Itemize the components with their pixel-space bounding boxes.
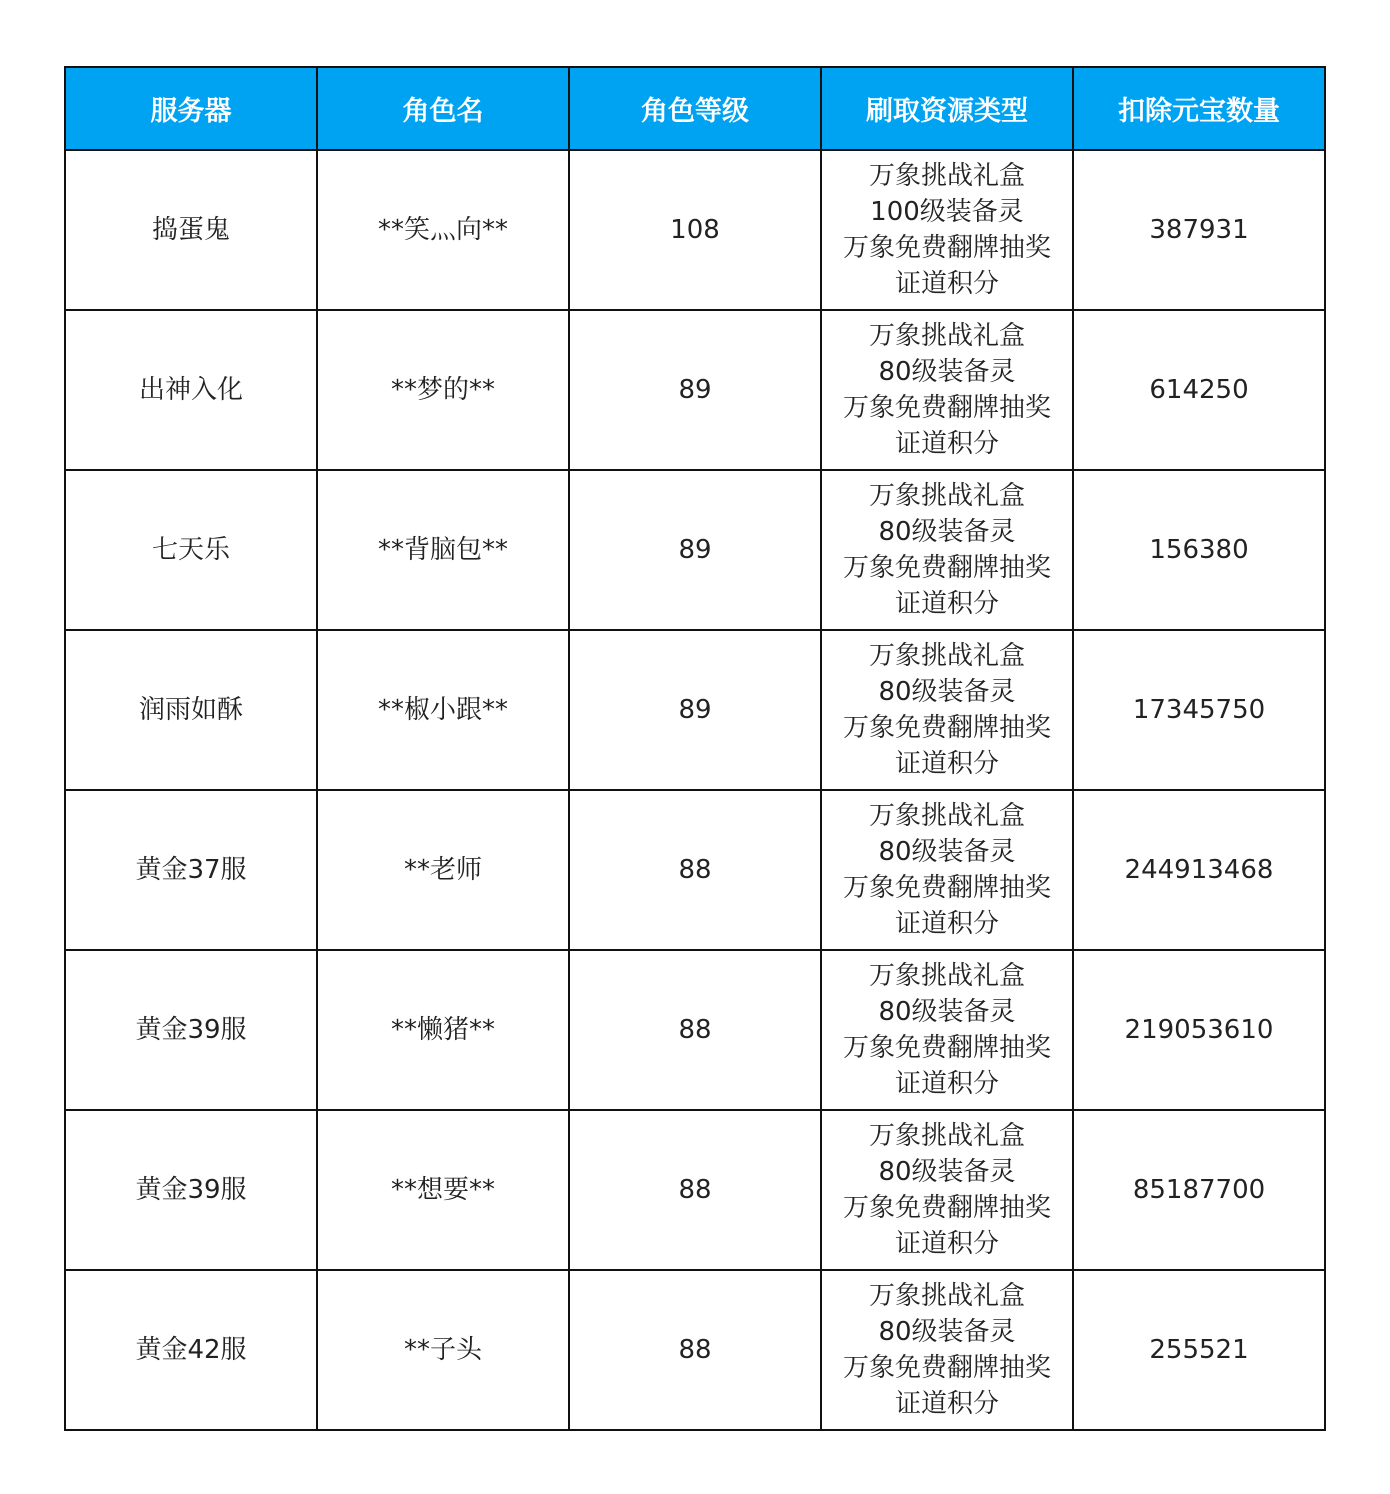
cell-server: 黄金39服: [65, 1110, 317, 1270]
resource-line: 80级装备灵: [878, 517, 1016, 547]
resource-line: 100级装备灵: [870, 197, 1024, 227]
cell-resource-type: [821, 1110, 1073, 1270]
deduction-table-container: [64, 66, 1326, 1431]
cell-role-level: 89: [569, 310, 821, 470]
resource-line: 万象挑战礼盒: [868, 481, 1025, 511]
cell-role-level: 88: [569, 1110, 821, 1270]
resource-line: 证道积分: [894, 269, 999, 299]
resource-line: 证道积分: [894, 589, 999, 619]
resource-line: 证道积分: [894, 1069, 999, 1099]
resource-line: 万象挑战礼盒: [868, 321, 1025, 351]
resource-line: 80级装备灵: [878, 677, 1016, 707]
resource-line: 80级装备灵: [878, 357, 1016, 387]
cell-server: 黄金37服: [65, 790, 317, 950]
cell-role-name: **老师: [317, 790, 569, 950]
resource-line: 证道积分: [894, 1229, 999, 1259]
resource-line: 证道积分: [894, 909, 999, 939]
cell-role-level: 108: [569, 150, 821, 310]
cell-role-level: 88: [569, 950, 821, 1110]
cell-resource-type: [821, 950, 1073, 1110]
cell-role-name: **笑灬向**: [317, 150, 569, 310]
resource-line: 80级装备灵: [878, 1317, 1016, 1347]
table-row: [65, 150, 1325, 310]
resource-line: 万象免费翻牌抽奖: [842, 1353, 1051, 1383]
resource-line: 80级装备灵: [878, 997, 1016, 1027]
resource-line: 万象免费翻牌抽奖: [842, 1193, 1051, 1223]
cell-role-level: 89: [569, 630, 821, 790]
cell-role-name: **子头: [317, 1270, 569, 1430]
header-server: 服务器: [65, 67, 317, 150]
resource-line: 万象免费翻牌抽奖: [842, 1033, 1051, 1063]
table-header: [65, 67, 1325, 150]
cell-resource-type: [821, 1270, 1073, 1430]
cell-role-level: 88: [569, 1270, 821, 1430]
resource-line: 万象挑战礼盒: [868, 801, 1025, 831]
cell-role-name: **背脑包**: [317, 470, 569, 630]
resource-line: 万象挑战礼盒: [868, 161, 1025, 191]
cell-deducted-amount: 17345750: [1073, 630, 1325, 790]
cell-deducted-amount: 219053610: [1073, 950, 1325, 1110]
cell-resource-type: [821, 150, 1073, 310]
table-body: [65, 150, 1325, 1430]
header-resource-type: 刷取资源类型: [821, 67, 1073, 150]
resource-line: 万象免费翻牌抽奖: [842, 873, 1051, 903]
header-role-name: 角色名: [317, 67, 569, 150]
cell-server: 润雨如酥: [65, 630, 317, 790]
cell-role-name: **懒猪**: [317, 950, 569, 1110]
table-row: [65, 950, 1325, 1110]
resource-line: 万象挑战礼盒: [868, 961, 1025, 991]
cell-deducted-amount: 614250: [1073, 310, 1325, 470]
cell-deducted-amount: 85187700: [1073, 1110, 1325, 1270]
cell-resource-type: [821, 790, 1073, 950]
cell-role-name: **椒小跟**: [317, 630, 569, 790]
resource-line: 万象免费翻牌抽奖: [842, 713, 1051, 743]
table-row: [65, 790, 1325, 950]
cell-role-name: **梦的**: [317, 310, 569, 470]
cell-deducted-amount: 255521: [1073, 1270, 1325, 1430]
cell-role-level: 88: [569, 790, 821, 950]
deduction-table: [64, 66, 1326, 1431]
cell-server: 黄金39服: [65, 950, 317, 1110]
cell-deducted-amount: 156380: [1073, 470, 1325, 630]
cell-resource-type: [821, 310, 1073, 470]
resource-line: 万象免费翻牌抽奖: [842, 233, 1051, 263]
resource-line: 80级装备灵: [878, 837, 1016, 867]
header-role-level: 角色等级: [569, 67, 821, 150]
resource-line: 证道积分: [894, 749, 999, 779]
resource-line: 万象挑战礼盒: [868, 641, 1025, 671]
cell-server: 出神入化: [65, 310, 317, 470]
cell-server: 黄金42服: [65, 1270, 317, 1430]
header-row: [65, 67, 1325, 150]
resource-line: 万象挑战礼盒: [868, 1281, 1025, 1311]
cell-resource-type: [821, 470, 1073, 630]
cell-role-name: **想要**: [317, 1110, 569, 1270]
resource-line: 80级装备灵: [878, 1157, 1016, 1187]
resource-line: 证道积分: [894, 1389, 999, 1419]
table-row: [65, 1270, 1325, 1430]
table-row: [65, 1110, 1325, 1270]
resource-line: 万象免费翻牌抽奖: [842, 553, 1051, 583]
table-row: [65, 470, 1325, 630]
cell-role-level: 89: [569, 470, 821, 630]
cell-resource-type: [821, 630, 1073, 790]
resource-line: 万象挑战礼盒: [868, 1121, 1025, 1151]
resource-line: 万象免费翻牌抽奖: [842, 393, 1051, 423]
cell-deducted-amount: 387931: [1073, 150, 1325, 310]
header-deducted-amount: 扣除元宝数量: [1073, 67, 1325, 150]
cell-server: 捣蛋鬼: [65, 150, 317, 310]
table-row: [65, 630, 1325, 790]
cell-server: 七天乐: [65, 470, 317, 630]
resource-line: 证道积分: [894, 429, 999, 459]
table-row: [65, 310, 1325, 470]
cell-deducted-amount: 244913468: [1073, 790, 1325, 950]
